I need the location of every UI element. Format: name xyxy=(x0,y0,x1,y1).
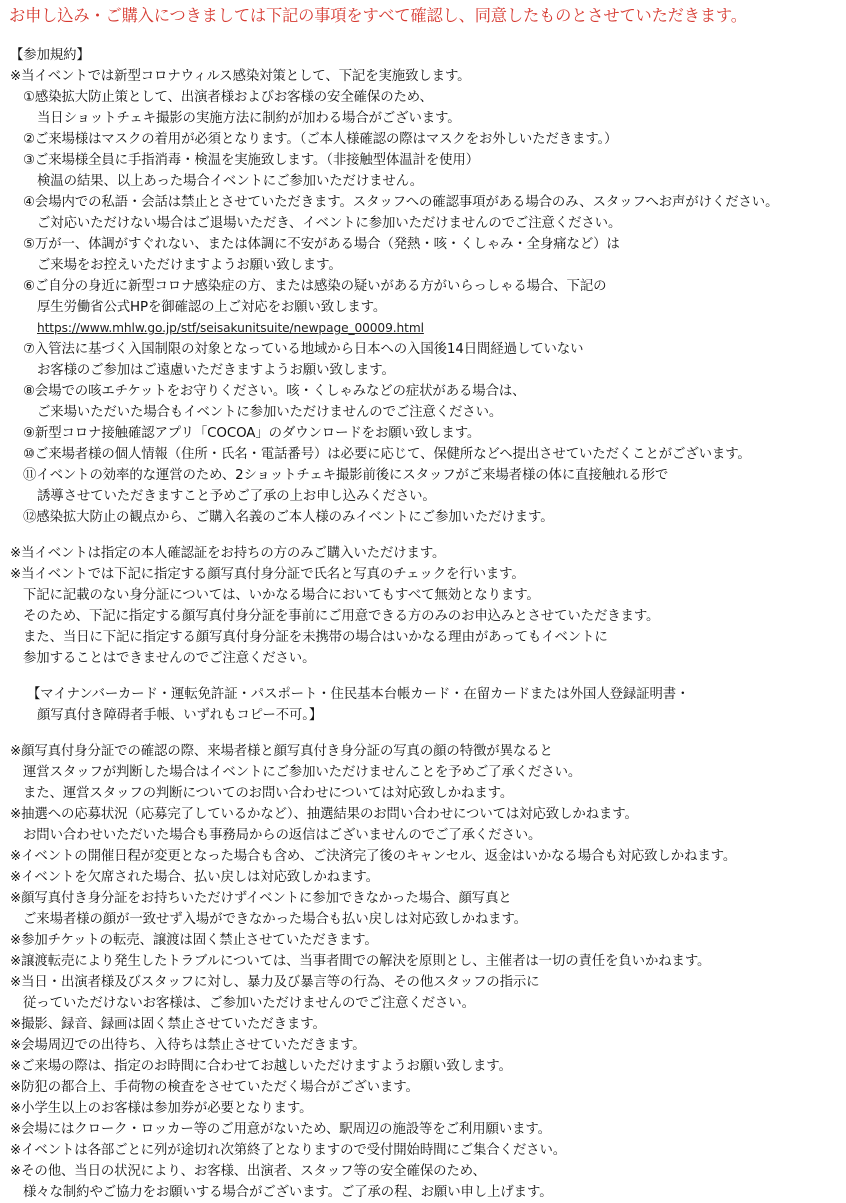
terms-line: ⑥ご自分の身近に新型コロナ感染症の方、または感染の疑いがある方がいらっしゃる場合、下記の xyxy=(23,279,607,294)
terms-line: ※ご来場の際は、指定のお時間に合わせてお越しいただけますようお願い致します。 xyxy=(10,1059,512,1074)
terms-line: ⑫感染拡大防止の観点から、ご購入名義のご本人様のみイベントにご参加いただけます。 xyxy=(23,510,554,525)
terms-line: 検温の結果、以上あった場合イベントにご参加いただけません。 xyxy=(37,174,424,189)
terms-line: ※参加チケットの転売、譲渡は固く禁止させていただきます。 xyxy=(10,933,378,948)
terms-line: そのため、下記に指定する顔写真付身分証を事前にご用意できる方のみのお申込みとさせていただきます。 xyxy=(23,609,660,624)
terms-line: ご来場いただいた場合もイベントに参加いただけませんのでご注意ください。 xyxy=(37,405,503,420)
terms-line: ご対応いただけない場合はご退場いただき、イベントに参加いただけませんのでご注意ください。 xyxy=(37,216,622,231)
terms-line: ⑤万が一、体調がすぐれない、または体調に不安がある場合（発熱・咳・くしゃみ・全身痛など）は xyxy=(23,237,620,252)
terms-line: ※当イベントでは新型コロナウィルス感染対策として、下記を実施致します。 xyxy=(10,69,471,84)
notice-headline: お申し込み・ご購入につきましては下記の事項をすべて確認し、同意したものとさせていただきます。 xyxy=(9,6,747,25)
terms-line: ⑧会場での咳エチケットをお守りください。咳・くしゃみなどの症状がある場合は、 xyxy=(23,384,526,399)
terms-line: ※当イベントでは下記に指定する顔写真付身分証で氏名と写真のチェックを行います。 xyxy=(10,567,525,582)
terms-line: 【参加規約】 xyxy=(10,48,90,63)
terms-line: ※会場にはクローク・ロッカー等のご用意がないため、駅周辺の施設等をご利用願います。 xyxy=(10,1122,551,1137)
terms-line: ※イベントを欠席された場合、払い戻しは対応致しかねます。 xyxy=(10,870,379,885)
terms-line: 従っていただけないお客様は、ご参加いただけませんのでご注意ください。 xyxy=(23,996,475,1011)
terms-line: お問い合わせいただいた場合も事務局からの返信はございませんのでご了承ください。 xyxy=(23,828,542,843)
terms-line: ご来場をお控えいただけますようお願い致します。 xyxy=(37,258,342,273)
terms-line: ⑩ご来場者様の個人情報（住所・氏名・電話番号）は必要に応じて、保健所などへ提出させていただくことがございます。 xyxy=(23,447,751,462)
terms-line: ②ご来場様はマスクの着用が必須となります。（ご本人様確認の際はマスクをお外しいただきます。） xyxy=(23,132,618,147)
terms-line: ※会場周辺での出待ち、入待ちは禁止させていただきます。 xyxy=(10,1038,366,1053)
terms-line: 様々な制約やご協力をお願いする場合がございます。ご了承の程、お願い申し上げます。 xyxy=(23,1185,553,1200)
terms-line: ※イベントの開催日程が変更となった場合も含め、ご決済完了後のキャンセル、返金はいかなる場合も対応致しかねます。 xyxy=(10,849,737,864)
terms-line: ⑦入管法に基づく入国制限の対象となっている地域から日本への入国後14日間経過していない xyxy=(23,342,584,357)
terms-line: 下記に記載のない身分証については、いかなる場合においてもすべて無効となります。 xyxy=(23,588,540,603)
terms-line: ③ご来場様全員に手指消毒・検温を実施致します。（非接触型体温計を使用） xyxy=(23,153,480,168)
terms-line: ※当イベントは指定の本人確認証をお持ちの方のみご購入いただけます。 xyxy=(10,546,446,561)
terms-line: また、当日に下記に指定する顔写真付身分証を未携帯の場合はいかなる理由があってもイベントに xyxy=(23,630,608,645)
terms-line: ※抽選への応募状況（応募完了しているかなど）、抽選結果のお問い合わせについては対応致しかねます。 xyxy=(10,807,638,822)
terms-line: 参加することはできませんのでご注意ください。 xyxy=(23,651,316,666)
terms-line: また、運営スタッフの判断についてのお問い合わせについては対応致しかねます。 xyxy=(23,786,514,801)
terms-line: 顔写真付き障碍者手帳、いずれもコピー不可。】 xyxy=(37,708,323,723)
terms-line: ※撮影、録音、録画は固く禁止させていただきます。 xyxy=(10,1017,326,1032)
terms-line: ※顔写真付き身分証をお持ちいただけずイベントに参加できなかった場合、顔写真と xyxy=(10,891,512,906)
terms-line: ※当日・出演者様及びスタッフに対し、暴力及び暴言等の行為、その他スタッフの指示に xyxy=(10,975,540,990)
terms-line: お客様のご参加はご遠慮いただきますようお願い致します。 xyxy=(37,363,395,378)
terms-line: ※小学生以上のお客様は参加券が必要となります。 xyxy=(10,1101,313,1116)
terms-line: 厚生労働省公式HPを御確認の上ご対応をお願い致します。 xyxy=(37,300,387,315)
terms-line: ※その他、当日の状況により、お客様、出演者、スタッフ等の安全確保のため、 xyxy=(10,1164,486,1179)
terms-line: ⑪イベントの効率的な運営のため、2ショットチェキ撮影前後にスタッフがご来場者様の体に直接触れる形で xyxy=(23,468,669,483)
terms-line: 誘導させていただきますこと予めご了承の上お申し込みください。 xyxy=(37,489,436,504)
terms-line: ※イベントは各部ごとに列が途切れ次第終了となりますので受付開始時間にご集合ください。 xyxy=(10,1143,567,1158)
terms-line: ※防犯の都合上、手荷物の検査をさせていただく場合がございます。 xyxy=(10,1080,419,1095)
terms-line: ④会場内での私語・会話は禁止とさせていただきます。スタッフへの確認事項がある場合のみ、スタッフへお声がけください。 xyxy=(23,195,779,210)
mhlw-link[interactable]: https://www.mhlw.go.jp/stf/seisakunitsuite/newpage_00009.html xyxy=(37,321,424,335)
terms-line: 運営スタッフが判断した場合はイベントにご参加いただけませんことを予めご了承ください。 xyxy=(23,765,582,780)
terms-line: ①感染拡大防止策として、出演者様およびお客様の安全確保のため、 xyxy=(23,90,433,105)
terms-line: 当日ショットチェキ撮影の実施方法に制約が加わる場合がございます。 xyxy=(37,111,461,126)
terms-line: ※顔写真付身分証での確認の際、来場者様と顔写真付き身分証の写真の顔の特徴が異なると xyxy=(10,744,553,759)
terms-line: 【マイナンバーカード・運転免許証・パスポート・住民基本台帳カード・在留カードまたは外国人登録証明書・ xyxy=(27,687,690,702)
terms-line: ※譲渡転売により発生したトラブルについては、当事者間での解決を原則とし、主催者は一切の責任を負いかねます。 xyxy=(10,954,711,969)
terms-line: ⑨新型コロナ接触確認アプリ「COCOA」のダウンロードをお願い致します。 xyxy=(23,426,481,441)
terms-line: ご来場者様の顔が一致せず入場ができなかった場合も払い戻しは対応致しかねます。 xyxy=(23,912,527,927)
